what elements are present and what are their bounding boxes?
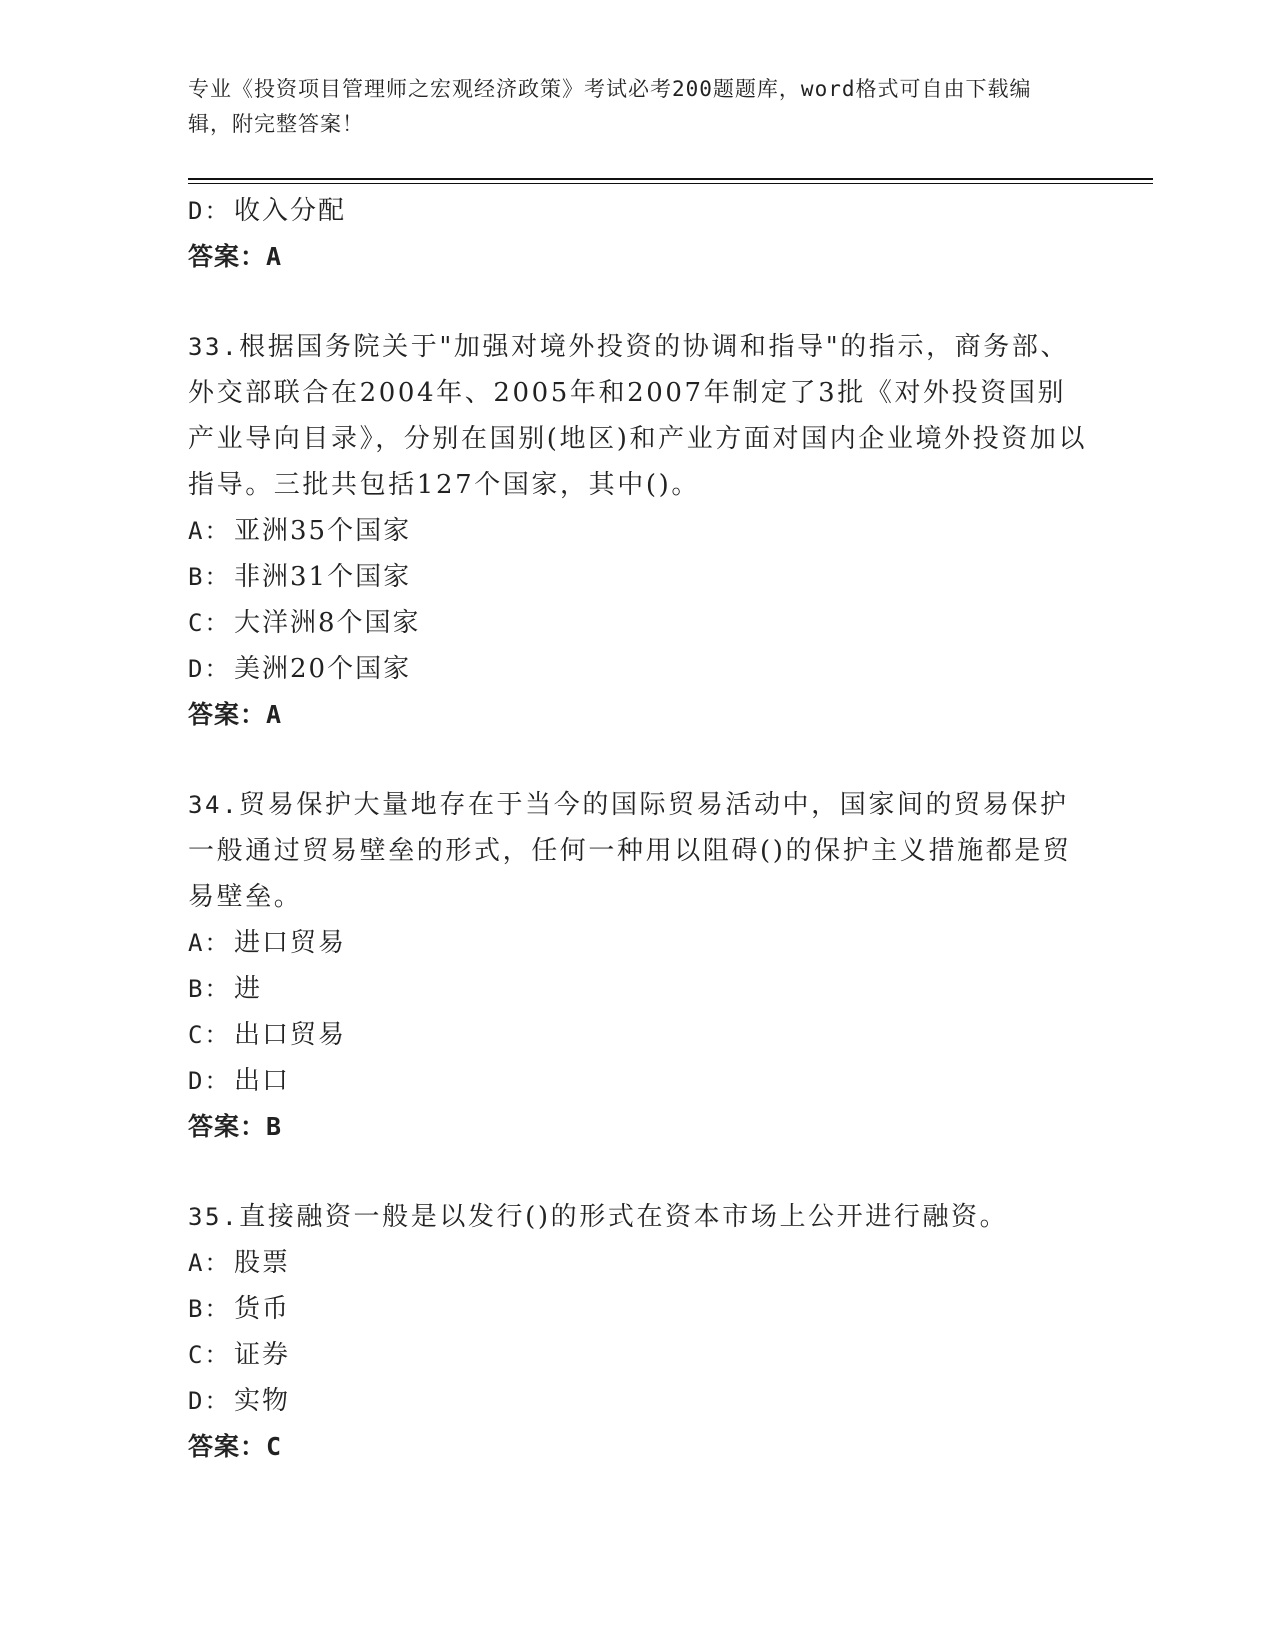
option-text: 进 [234, 974, 263, 1004]
option-text: 货币 [234, 1294, 291, 1324]
option-c [188, 1012, 1088, 1058]
option-text: 大洋洲8个国家 [234, 608, 421, 638]
option-letter: A： [188, 517, 231, 545]
option-d [188, 188, 1088, 234]
option-text: 进口贸易 [234, 928, 347, 958]
question-text: 贸易保护大量地存在于当今的国际贸易活动中，国家间的贸易保护一般通过贸易壁垒的形式，任何一种用以阻碍()的保护主义措施都是贸易壁垒。 [188, 790, 1072, 912]
option-letter: C： [188, 1341, 231, 1369]
option-text: 证券 [234, 1340, 291, 1370]
header-divider-thick [188, 178, 1153, 180]
option-letter: B： [188, 975, 231, 1003]
option-letter: D： [188, 197, 231, 225]
option-d [188, 1058, 1088, 1104]
option-d [188, 1378, 1088, 1424]
answer-line: 答案：A [188, 700, 283, 729]
option-b [188, 1286, 1088, 1332]
option-c [188, 600, 1088, 646]
option-letter: B： [188, 563, 231, 591]
question-text: 根据国务院关于"加强对境外投资的协调和指导"的指示，商务部、外交部联合在2004年、2005年和2007年制定了3批《对外投资国别产业导向目录》，分别在国别(地区)和产业方面对国内企业境外投资加以指导。三批共包括127个国家，其中()。 [188, 332, 1088, 500]
option-text: 收入分配 [234, 196, 347, 226]
option-text: 出口 [234, 1066, 291, 1096]
answer-line: 答案：B [188, 1112, 283, 1141]
prev-question [188, 188, 1088, 280]
spacer [188, 1150, 1088, 1194]
document-header: 专业《投资项目管理师之宏观经济政策》考试必考200题题库，word格式可自由下载编辑，附完整答案！ [188, 77, 1032, 136]
header-divider-thin [188, 183, 1153, 184]
question-text: 直接融资一般是以发行()的形式在资本市场上公开进行融资。 [239, 1202, 1009, 1232]
question-number: 33. [188, 333, 240, 361]
option-a [188, 508, 1088, 554]
option-letter: A： [188, 929, 231, 957]
option-letter: C： [188, 1021, 231, 1049]
option-text: 股票 [234, 1248, 291, 1278]
question-stem [188, 1194, 1088, 1240]
option-letter: D： [188, 1067, 231, 1095]
option-a [188, 920, 1088, 966]
option-letter: D： [188, 1387, 231, 1415]
option-text: 亚洲35个国家 [234, 516, 412, 546]
question-35 [188, 1194, 1088, 1470]
question-33 [188, 324, 1088, 738]
option-d [188, 646, 1088, 692]
option-letter: D： [188, 655, 231, 683]
spacer [188, 280, 1088, 324]
option-letter: A： [188, 1249, 231, 1277]
question-content [188, 188, 1088, 1470]
option-c [188, 1332, 1088, 1378]
option-b [188, 554, 1088, 600]
option-text: 美洲20个国家 [234, 654, 412, 684]
option-a [188, 1240, 1088, 1286]
question-34 [188, 782, 1088, 1150]
option-text: 非洲31个国家 [234, 562, 412, 592]
option-letter: B： [188, 1295, 231, 1323]
option-b [188, 966, 1088, 1012]
spacer [188, 738, 1088, 782]
question-stem [188, 324, 1088, 508]
question-number: 35. [188, 1203, 240, 1231]
answer-line: 答案：C [188, 1432, 283, 1461]
question-number: 34. [188, 791, 240, 819]
question-stem [188, 782, 1088, 920]
option-text: 出口贸易 [234, 1020, 347, 1050]
option-letter: C： [188, 609, 231, 637]
answer-line: 答案：A [188, 242, 283, 271]
option-text: 实物 [234, 1386, 291, 1416]
